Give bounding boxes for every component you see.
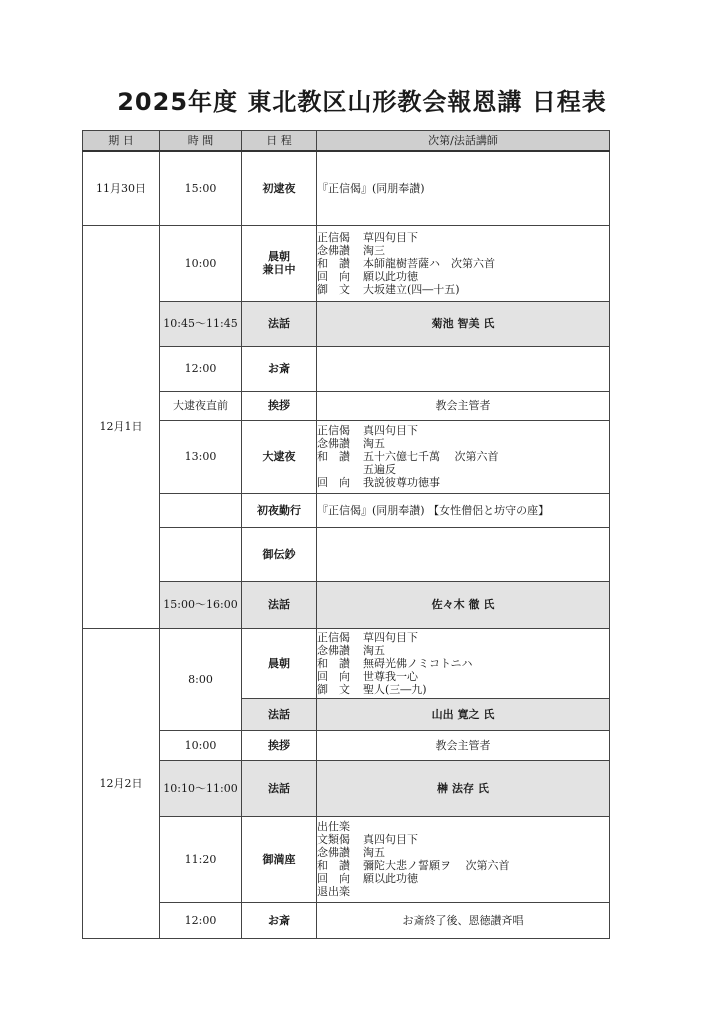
time-cell: 12:00 xyxy=(160,346,242,391)
order-label: 念佛讃 xyxy=(317,437,350,450)
time-cell: 15:00 xyxy=(160,151,242,225)
order-line xyxy=(317,644,609,657)
program-cell: 初逮夜 xyxy=(242,151,317,225)
order-label: 正信偈 xyxy=(317,630,350,644)
program-cell: お斎 xyxy=(242,346,317,391)
order-text: 草四句目下 xyxy=(363,630,418,644)
order-text: 我説彼尊功徳事 xyxy=(363,476,440,489)
table-row xyxy=(83,346,610,391)
header-detail: 次第/法話講師 xyxy=(317,131,610,152)
table-row xyxy=(83,225,610,301)
order-text: 五十六億七千萬 次第六首 xyxy=(363,450,499,463)
order-line xyxy=(317,437,609,450)
detail-cell xyxy=(317,527,610,581)
order-label: 念佛讃 xyxy=(317,643,350,657)
schedule-table xyxy=(82,130,610,939)
program-line: 兼日中 xyxy=(262,263,296,276)
table-row xyxy=(83,628,610,698)
order-text: 大坂建立(四―十五) xyxy=(363,282,460,296)
time-cell: 15:00～16:00 xyxy=(160,581,242,628)
detail-cell: お斎終了後、恩徳讃斉唱 xyxy=(317,902,610,938)
order-line xyxy=(317,257,609,270)
order-label: 念佛讃 xyxy=(317,243,350,257)
order-text: 草四句目下 xyxy=(363,230,418,244)
table-row xyxy=(83,391,610,420)
order-text: 五遍反 xyxy=(363,463,396,476)
order-line xyxy=(317,657,609,670)
table-row xyxy=(83,816,610,902)
order-line xyxy=(317,463,609,476)
program-cell: 初夜勤行 xyxy=(242,493,317,527)
program-cell: 挨拶 xyxy=(242,391,317,420)
order-text: 聖人(三―九) xyxy=(363,682,427,696)
time-cell: 11:20 xyxy=(160,816,242,902)
time-cell: 12:00 xyxy=(160,902,242,938)
order-label: 御 文 xyxy=(317,282,350,296)
time-cell: 10:45～11:45 xyxy=(160,301,242,346)
header-date: 期 日 xyxy=(83,131,160,152)
program-cell: 御伝鈔 xyxy=(242,527,317,581)
order-text: 退出楽 xyxy=(317,885,350,898)
order-label: 和 讃 xyxy=(317,450,350,463)
order-text: 世尊我一心 xyxy=(363,669,418,683)
order-line xyxy=(317,283,609,296)
time-cell: 8:00 xyxy=(160,628,242,730)
page-title: 2025年度 東北教区山形教会報恩講 日程表 xyxy=(117,88,607,116)
order-label: 文類偈 xyxy=(317,833,350,846)
table-row xyxy=(83,581,610,628)
order-line xyxy=(317,450,609,463)
order-label: 回 向 xyxy=(317,476,350,489)
program-cell: お斎 xyxy=(242,902,317,938)
order-text: 彌陀大悲ノ誓願ヲ 次第六首 xyxy=(363,859,510,872)
speaker-cell: 菊池 智美 氏 xyxy=(317,301,610,346)
order-line xyxy=(317,859,609,872)
time-cell: 10:00 xyxy=(160,730,242,760)
order-text: 本師龍樹菩薩ハ 次第六首 xyxy=(363,256,495,270)
time-cell xyxy=(160,527,242,581)
time-cell: 10:10～11:00 xyxy=(160,760,242,816)
header-row xyxy=(83,131,610,152)
program-cell: 挨拶 xyxy=(242,730,317,760)
speaker-cell: 佐々木 徹 氏 xyxy=(317,581,610,628)
program-cell: 法話 xyxy=(242,698,317,730)
detail-cell: 『正信偈』(同朋奉讃) xyxy=(317,151,610,225)
order-label: 回 向 xyxy=(317,872,350,885)
order-text: 真四句目下 xyxy=(363,424,418,437)
table-row xyxy=(83,527,610,581)
order-label: 正信偈 xyxy=(317,424,350,437)
time-cell: 10:00 xyxy=(160,225,242,301)
order-text: 無碍光佛ノミコトニハ xyxy=(363,656,473,670)
program-cell: 法話 xyxy=(242,581,317,628)
table-row xyxy=(83,730,610,760)
program-cell: 法話 xyxy=(242,760,317,816)
order-line xyxy=(317,820,609,833)
order-label: 正信偈 xyxy=(317,230,350,244)
order-label: 和 讃 xyxy=(317,656,350,670)
detail-cell: 『正信偈』(同朋奉讃) 【女性僧侶と坊守の座】 xyxy=(317,493,610,527)
program-cell xyxy=(242,225,317,301)
program-cell: 大逮夜 xyxy=(242,420,317,493)
detail-cell: 教会主管者 xyxy=(317,730,610,760)
time-cell xyxy=(160,493,242,527)
time-cell: 13:00 xyxy=(160,420,242,493)
time-cell: 大逮夜直前 xyxy=(160,391,242,420)
order-line xyxy=(317,424,609,437)
speaker-cell: 榊 法存 氏 xyxy=(317,760,610,816)
program-line: 晨朝 xyxy=(268,250,290,263)
detail-cell xyxy=(317,420,610,493)
order-label: 念佛讃 xyxy=(317,846,350,859)
program-cell: 法話 xyxy=(242,301,317,346)
header-program: 日 程 xyxy=(242,131,317,152)
table-row xyxy=(83,301,610,346)
table-row xyxy=(83,902,610,938)
order-text: 淘三 xyxy=(363,243,385,257)
order-line xyxy=(317,231,609,244)
order-text: 真四句目下 xyxy=(363,833,418,846)
order-line xyxy=(317,872,609,885)
table-row xyxy=(83,151,610,225)
header-time: 時 間 xyxy=(160,131,242,152)
order-label: 和 讃 xyxy=(317,256,350,270)
order-label: 回 向 xyxy=(317,669,350,683)
program-cell: 御満座 xyxy=(242,816,317,902)
order-label: 回 向 xyxy=(317,269,350,283)
order-text: 願以此功徳 xyxy=(363,269,418,283)
order-text: 淘五 xyxy=(363,846,385,859)
order-line xyxy=(317,244,609,257)
detail-cell xyxy=(317,628,610,698)
detail-cell xyxy=(317,816,610,902)
table-row xyxy=(83,493,610,527)
order-text: 出仕楽 xyxy=(317,820,350,833)
order-text: 淘五 xyxy=(363,437,385,450)
detail-cell: 教会主管者 xyxy=(317,391,610,420)
detail-cell xyxy=(317,225,610,301)
date-cell: 11月30日 xyxy=(83,151,160,225)
order-label: 和 讃 xyxy=(317,859,350,872)
order-text: 淘五 xyxy=(363,643,385,657)
order-line xyxy=(317,476,609,489)
program-cell: 晨朝 xyxy=(242,628,317,698)
order-label: 御 文 xyxy=(317,682,350,696)
order-text: 願以此功徳 xyxy=(363,872,418,885)
speaker-cell: 山出 寛之 氏 xyxy=(317,698,610,730)
detail-cell xyxy=(317,346,610,391)
order-line xyxy=(317,670,609,683)
order-line xyxy=(317,683,609,696)
table-row xyxy=(83,420,610,493)
order-line xyxy=(317,885,609,898)
order-line xyxy=(317,833,609,846)
order-line xyxy=(317,270,609,283)
table-row xyxy=(83,760,610,816)
order-line xyxy=(317,846,609,859)
order-line xyxy=(317,631,609,644)
date-cell: 12月2日 xyxy=(83,628,160,938)
date-cell: 12月1日 xyxy=(83,225,160,628)
